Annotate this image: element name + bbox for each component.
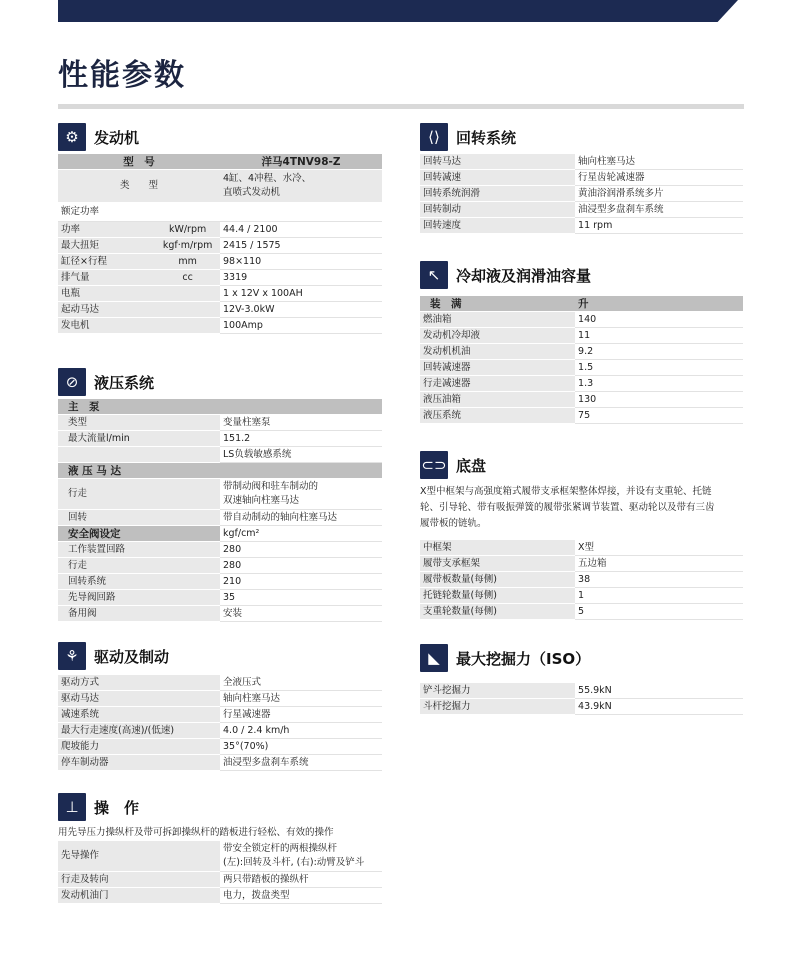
- swing-row-value: 11 rpm: [575, 218, 743, 234]
- track-icon: ⊂⊃: [420, 451, 448, 479]
- coolant-row-value: 1.3: [575, 376, 743, 392]
- chassis-row-label: 中框架: [420, 540, 575, 556]
- engine-row-label: 缸径×行程: [58, 254, 155, 270]
- hydraulic-table: [58, 399, 382, 622]
- coolant-row-value: 11: [575, 328, 743, 344]
- chassis-desc-line: X型中框架与高强度箱式履带支承框架整体焊接，并设有支重轮、托链: [420, 486, 712, 497]
- swing-icon: ⟨⟩: [420, 123, 448, 151]
- operation-row-label: 行走及转向: [58, 872, 220, 888]
- drive-row-value: 轴向柱塞马达: [220, 691, 382, 707]
- swing-row-value: 行星齿轮减速器: [575, 170, 743, 186]
- operation-row-value: (左):回转及斗杆, (右):动臂及铲斗: [223, 857, 365, 868]
- coolant-row-label: 发动机机油: [420, 344, 575, 360]
- motor-row-value: 带制动阀和驻车制动的: [223, 481, 319, 492]
- drive-row-value: 油浸型多盘刹车系统: [220, 755, 382, 771]
- coolant-row-label: 液压油箱: [420, 392, 575, 408]
- hydraulic-section: [58, 367, 382, 622]
- motor-row-value: 带自动制动的轴向柱塞马达: [220, 510, 382, 526]
- chassis-row-value: 1: [575, 588, 743, 604]
- coolant-row-value: 9.2: [575, 344, 743, 360]
- drive-title: 驱动及制动: [94, 647, 170, 666]
- engine-row-unit: kW/rpm: [155, 222, 220, 238]
- digging-row-value: 43.9kN: [575, 699, 743, 715]
- valve-row-label: 工作装置回路: [58, 542, 220, 558]
- engine-row2-value: 1 x 12V x 100AH: [220, 286, 382, 302]
- drive-section: [58, 641, 382, 771]
- coolant-section: [420, 260, 743, 424]
- engine-row-value: 98×110: [220, 254, 382, 270]
- coolant-title: 冷却液及润滑油容量: [456, 266, 592, 285]
- drive-row-label: 最大行走速度(高速)/(低速): [58, 723, 220, 739]
- operation-row-value: 电力，拨盘类型: [220, 888, 382, 904]
- operation-title: 操 作: [94, 798, 140, 817]
- valve-row-label: 行走: [58, 558, 220, 574]
- valve-row-value: 280: [220, 558, 382, 574]
- chassis-row-label: 履带支承框架: [420, 556, 575, 572]
- valve-row-value: 210: [220, 574, 382, 590]
- engine-section: [58, 122, 382, 334]
- motor-row-label: 行走: [58, 479, 220, 510]
- engine-row-value: 2415 / 1575: [220, 238, 382, 254]
- coolant-row-label: 行走减速器: [420, 376, 575, 392]
- valve-row-label: 回转系统: [58, 574, 220, 590]
- engine-row-value: 44.4 / 2100: [220, 222, 382, 238]
- chassis-row-label: 支重轮数量(每侧): [420, 604, 575, 620]
- pump-header: 主 泵: [58, 399, 382, 415]
- engine-header-label: 型 号: [58, 154, 220, 170]
- engine-power-table: [58, 222, 382, 286]
- hydraulic-pump-icon: ⊘: [58, 368, 86, 396]
- engine-icon: ⚙: [58, 123, 86, 151]
- swing-row-value: 黄油浴润滑系统多片: [575, 186, 743, 202]
- engine-rated-power: 额定功率: [58, 203, 382, 222]
- drive-row-label: 驱动方式: [58, 675, 220, 691]
- operation-row-label: 先导操作: [58, 841, 220, 872]
- chassis-section: [420, 450, 743, 620]
- swing-row-value: 油浸型多盘刹车系统: [575, 202, 743, 218]
- coolant-row-label: 液压系统: [420, 408, 575, 424]
- motor-header: 液 压 马 达: [58, 463, 382, 479]
- engine-row-value: 3319: [220, 270, 382, 286]
- chassis-row-label: 托链轮数量(每侧): [420, 588, 575, 604]
- chassis-desc-line: 履带板的链轨。: [420, 518, 487, 529]
- operation-intro: 用先导压力操纵杆及带可拆卸操纵杆的踏板进行轻松、有效的操作: [58, 827, 334, 838]
- coolant-row-label: 燃油箱: [420, 312, 575, 328]
- pump-row-value: 151.2: [220, 431, 382, 447]
- oil-can-icon: ↖: [420, 261, 448, 289]
- engine-type-line2: 直喷式发动机: [223, 187, 281, 198]
- engine-row-unit: cc: [155, 270, 220, 286]
- chassis-title: 底盘: [456, 456, 487, 475]
- coolant-row-label: 回转减速器: [420, 360, 575, 376]
- swing-row-value: 轴向柱塞马达: [575, 154, 743, 170]
- drive-table: [58, 675, 382, 771]
- swing-row-label: 回转马达: [420, 154, 575, 170]
- coolant-row-value: 1.5: [575, 360, 743, 376]
- motor-row-value: 双速轴向柱塞马达: [223, 495, 300, 506]
- engine-row-label: 最大扭矩: [58, 238, 155, 254]
- engine-header-model: 洋马4TNV98-Z: [220, 154, 382, 170]
- engine-table: [58, 154, 382, 203]
- coolant-table: [420, 296, 743, 424]
- operation-row-value: 两只带踏板的操纵杆: [220, 872, 382, 888]
- coolant-header-unit: 升: [575, 296, 743, 312]
- coolant-row-value: 130: [575, 392, 743, 408]
- digging-row-value: 55.9kN: [575, 683, 743, 699]
- engine-row-label: 功率: [58, 222, 155, 238]
- joystick-icon: ⊥: [58, 793, 86, 821]
- digging-row-label: 斗杆挖掘力: [420, 699, 575, 715]
- engine-electrical-table: [58, 286, 382, 334]
- swing-row-label: 回转系统润滑: [420, 186, 575, 202]
- digging-title: 最大挖掘力（ISO）: [456, 649, 591, 668]
- engine-row2-value: 12V-3.0kW: [220, 302, 382, 318]
- hydraulic-title: 液压系统: [94, 373, 155, 392]
- chassis-desc-line: 轮、引导轮、带有吸振弹簧的履带张紧调节装置、驱动轮以及带有三齿: [420, 502, 715, 513]
- valve-row-label: 备用阀: [58, 606, 220, 622]
- swing-title: 回转系统: [456, 128, 517, 147]
- coolant-row-label: 发动机冷却液: [420, 328, 575, 344]
- engine-title: 发动机: [94, 128, 140, 147]
- valve-row-value: 安装: [220, 606, 382, 622]
- engine-row-unit: kgf·m/rpm: [155, 238, 220, 254]
- swing-section: [420, 122, 743, 234]
- drive-row-value: 4.0 / 2.4 km/h: [220, 723, 382, 739]
- swing-table: [420, 154, 743, 234]
- drive-icon: ⚘: [58, 642, 86, 670]
- operation-row-label: 发动机油门: [58, 888, 220, 904]
- valve-row-value: 280: [220, 542, 382, 558]
- drive-row-value: 35°(70%): [220, 739, 382, 755]
- pump-row-label: 最大流量l/min: [58, 431, 220, 447]
- pump-row-label: [58, 447, 220, 463]
- drive-row-value: 全液压式: [220, 675, 382, 691]
- engine-row-label: 排气量: [58, 270, 155, 286]
- chassis-row-value: 五边箱: [575, 556, 743, 572]
- valve-unit: kgf/cm²: [220, 526, 382, 542]
- swing-row-label: 回转速度: [420, 218, 575, 234]
- title-divider: [58, 104, 744, 109]
- motor-row-label: 回转: [58, 510, 220, 526]
- digging-row-label: 铲斗挖掘力: [420, 683, 575, 699]
- chassis-table: [420, 540, 743, 620]
- engine-row-unit: mm: [155, 254, 220, 270]
- pump-row-label: 类型: [58, 415, 220, 431]
- drive-row-label: 爬坡能力: [58, 739, 220, 755]
- drive-row-value: 行星减速器: [220, 707, 382, 723]
- page-title: 性能参数: [58, 58, 186, 93]
- valve-row-value: 35: [220, 590, 382, 606]
- operation-row-value: 带安全锁定杆的两根操纵杆: [223, 843, 338, 854]
- valve-row-label: 先导阀回路: [58, 590, 220, 606]
- swing-row-label: 回转减速: [420, 170, 575, 186]
- chassis-row-value: 5: [575, 604, 743, 620]
- operation-table: [58, 841, 382, 904]
- engine-row2-label: 发电机: [58, 318, 220, 334]
- pump-row-value: 变量柱塞泵: [220, 415, 382, 431]
- bucket-icon: ◣: [420, 644, 448, 672]
- drive-row-label: 停车制动器: [58, 755, 220, 771]
- drive-row-label: 驱动马达: [58, 691, 220, 707]
- engine-row2-label: 电瓶: [58, 286, 220, 302]
- engine-row2-value: 100Amp: [220, 318, 382, 334]
- drive-row-label: 减速系统: [58, 707, 220, 723]
- coolant-row-value: 140: [575, 312, 743, 328]
- coolant-row-value: 75: [575, 408, 743, 424]
- chassis-row-value: 38: [575, 572, 743, 588]
- top-banner: [58, 0, 738, 22]
- valve-header: 安全阀设定: [58, 526, 220, 542]
- coolant-header-label: 装 满: [420, 296, 575, 312]
- engine-row2-label: 起动马达: [58, 302, 220, 318]
- pump-row-value: LS负载敏感系统: [220, 447, 382, 463]
- engine-type-label: 类 型: [58, 170, 220, 203]
- chassis-row-value: X型: [575, 540, 743, 556]
- digging-table: [420, 683, 743, 715]
- digging-section: [420, 643, 743, 715]
- swing-row-label: 回转制动: [420, 202, 575, 218]
- operation-section: [58, 792, 382, 904]
- engine-type-line1: 4缸、4冲程、水冷、: [223, 173, 312, 184]
- chassis-row-label: 履带板数量(每侧): [420, 572, 575, 588]
